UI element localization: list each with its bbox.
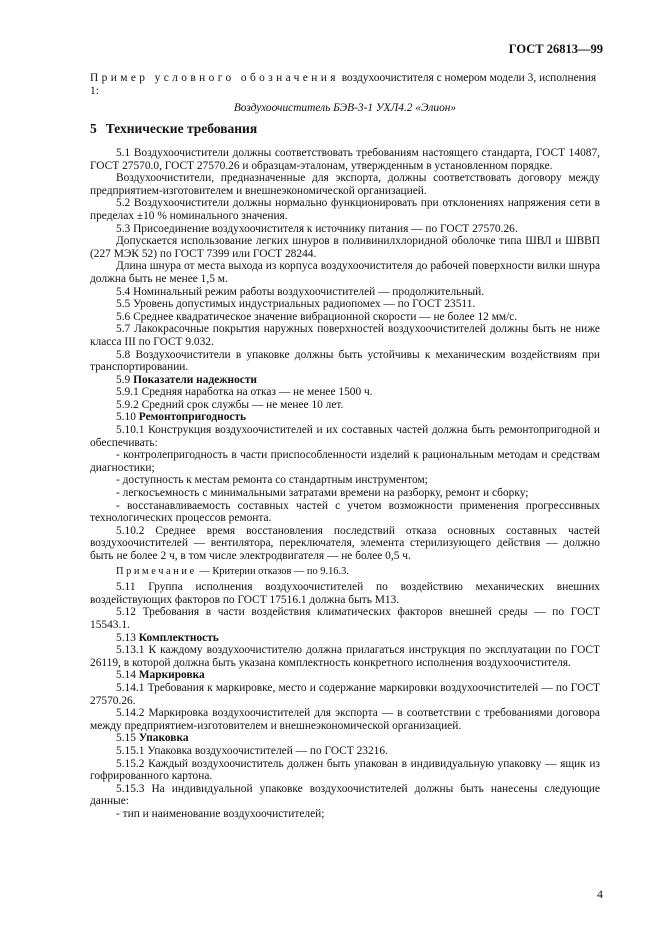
paragraph: 5.15.3 На индивидуальной упаковке воздухоочистителей должны быть нанесены следующие данные: <box>90 782 600 808</box>
paragraph: 5.15.2 Каждый воздухоочиститель должен быть упакован в индивидуальную упаковку — ящик из гофрированного картона. <box>90 757 600 783</box>
paragraph: 5.9.1 Средняя наработка на отказ — не менее 1500 ч. <box>116 386 373 399</box>
section-heading <box>90 121 257 137</box>
paragraph: 5.12 Требования в части воздействия климатических факторов внешней среды — по ГОСТ 15543.1. <box>90 606 600 631</box>
heading-number: 5.14 <box>116 669 136 682</box>
paragraph: Воздухоочистители, предназначенные для экспорта, должны соответствовать договору между предприятием-изготовителем и внешнеэкономической организацией. <box>90 172 600 197</box>
heading-title: Показатели надежности <box>133 373 257 386</box>
note <box>90 566 600 579</box>
heading-title: Ремонтопригодность <box>138 411 247 424</box>
paragraph: 5.14.2 Маркировка воздухоочистителей для экспорта — в соответствии с требованиями договора между предприятием-изготовителем и внешнеэкономической организацией. <box>90 707 600 732</box>
paragraph: 5.3 Присоединение воздухоочистителя к источнику питания — по ГОСТ 27570.26. <box>116 222 518 235</box>
document-standard-header: ГОСТ 26813—99 <box>508 42 603 56</box>
section-number: 5 <box>90 121 97 136</box>
paragraph: Допускается использование легких шнуров в поливинилхлоридной оболочке типа ШВЛ и ШВВП (227 МЭК 52) по ГОСТ 7399 или ГОСТ 28244. <box>90 235 600 260</box>
list-item: - доступность к местам ремонта со стандартным инструментом; <box>116 474 428 487</box>
note-label: Примечание <box>116 565 197 577</box>
designation-example <box>90 72 600 115</box>
heading-title: Маркировка <box>138 669 205 682</box>
example-label: Пример условного обозначения <box>90 72 339 84</box>
paragraph: 5.10.1 Конструкция воздухоочистителей и их составных частей должна быть ремонтопригодной и обеспечивать: <box>90 424 600 449</box>
example-description: воздухоочистителя с номером модели 3, исполнения 1: <box>90 72 597 97</box>
paragraph: Длина шнура от места выхода из корпуса воздухоочистителя до рабочей поверхности вилки шнура должна быть не менее 1,5 м. <box>90 260 600 285</box>
paragraph: 5.9.2 Средний срок службы — не менее 10 лет. <box>116 398 344 411</box>
paragraph: 5.2 Воздухоочистители должны нормально функционировать при отклонениях напряжения сети в пределах ±10 % номинального значения. <box>90 197 600 222</box>
heading-number: 5.10 <box>116 411 136 424</box>
paragraph: 5.6 Среднее квадратическое значение вибрационной скорости — не более 12 мм/с. <box>116 310 518 323</box>
paragraph: 5.11 Группа исполнения воздухоочистителей по воздействию механических внешних воздействующих факторов по ГОСТ 17516.1 должна быть М13. <box>90 581 600 606</box>
subsection-heading-repair <box>90 411 600 424</box>
subsection-heading-reliability <box>90 374 600 387</box>
paragraph: 5.15.1 Упаковка воздухоочистителей — по ГОСТ 23216. <box>116 744 388 757</box>
page-number: 4 <box>597 887 603 901</box>
subsection-heading-marking <box>90 669 600 682</box>
heading-title: Комплектность <box>138 631 219 644</box>
note-text: — Критерии отказов — по 9.16.3. <box>196 565 349 577</box>
paragraph: 5.10.2 Среднее время восстановления последствий отказа основных составных частей воздухоочистителей — вентилятора, переключателя, элемента стерилизующего действия — должно быть не более 2 ч, в том числе электродвигателя — не более 0,5 ч. <box>90 524 600 562</box>
list-item: - тип и наименование воздухоочистителей; <box>116 807 325 820</box>
paragraph: 5.5 Уровень допустимых индустриальных радиопомех — по ГОСТ 23511. <box>116 298 476 311</box>
list-item: - восстанавливаемость составных частей с учетом возможности применения прогрессивных технологических процессов ремонта. <box>90 499 600 525</box>
example-text <box>90 72 600 97</box>
heading-number: 5.13 <box>116 631 136 644</box>
heading-title: Упаковка <box>138 732 189 745</box>
subsection-heading-packing <box>90 732 600 745</box>
subsection-heading-completeness <box>90 632 600 645</box>
paragraph: 5.8 Воздухоочистители в упаковке должны быть устойчивы к механическим воздействиям при транспортировании. <box>90 348 600 374</box>
list-item: - контролепригодность в части приспособленности изделий к рациональным методам и средствам диагностики; <box>90 449 600 474</box>
paragraph: 5.13.1 К каждому воздухоочистителю должна прилагаться инструкция по эксплуатации по ГОСТ 26119, в которой должна быть указана комплектность конкретного исполнения воздухоочистителя. <box>90 644 600 669</box>
heading-number: 5.15 <box>116 732 136 745</box>
list-item: - легкосъемность с минимальными затратами времени на разборку, ремонт и сборку; <box>116 487 529 500</box>
section-body <box>90 147 600 820</box>
example-designation: Воздухоочиститель БЭВ-3-1 УХЛ4.2 «Элион» <box>233 102 457 115</box>
paragraph: 5.7 Лакокрасочные покрытия наружных поверхностей воздухоочистителей должны быть не ниже класса III по ГОСТ 9.032. <box>90 323 600 348</box>
heading-number: 5.9 <box>116 373 131 386</box>
paragraph: 5.4 Номинальный режим работы воздухоочистителей — продолжительный. <box>116 285 485 298</box>
section-title: Технические требования <box>105 121 258 136</box>
paragraph: 5.14.1 Требования к маркировке, место и содержание маркировки воздухоочистителей — по ГОСТ 27570.26. <box>90 681 600 707</box>
paragraph: 5.1 Воздухоочистители должны соответствовать требованиям настоящего стандарта, ГОСТ 14087, ГОСТ 27570.0, ГОСТ 27570.26 и образцам-эталонам, утвержденным в установленном порядке. <box>90 147 600 172</box>
